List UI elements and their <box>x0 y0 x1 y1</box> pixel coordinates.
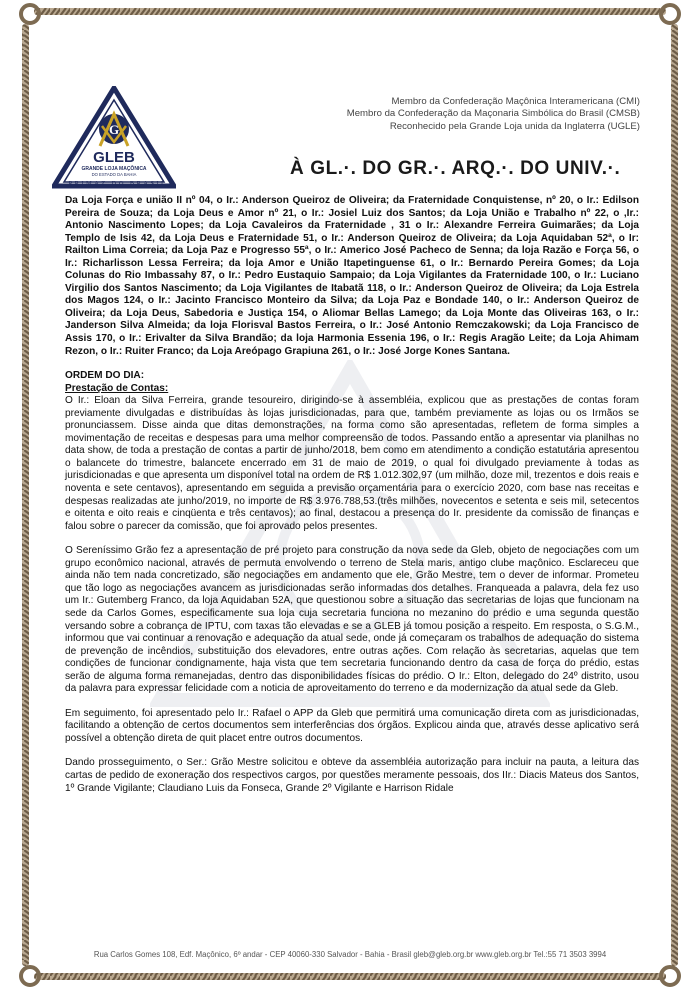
attendance-paragraph: Da Loja Força e união II nº 04, o Ir.: Anderson Queiroz de Oliveira; da Fraternidade Conquistense, nº 20, o Ir.: Edilson Pereira de Souza; da Loja Deus e Amor nº 21, o Ir.: Josiel Luiz dos Santos; da Loja União e Trabalho nº 22, o ,Ir.: Antonio Nascimento Lopes; da Loja Cavaleiros da Fraternidade , 31 o Ir.: Alexandre Ferreira Guimarães; da Loja Templo de Isis 42, da Loja Deus e Fraternidade 51, o Ir.: Anderson Queiroz de Oliveira; da Loja Aquidaban 52ª, o Ir: Railton Lima Correia; da Loja Paz e Progresso 55ª, o Ir.: Americo José Pacheco de Senna; da loja Razão e Força 56, o Ir.: Richarlisson Lessa Ferreira; da loja Amor e União Itapetinguense 61, o Ir.: Bernardo Pereira Gomes; da Loja Colunas do Rio Imbassahy 87, o Ir.: Pedro Eustaquio Sampaio; da Loja Vigilantes da Fraternidade 100, o Ir.: Luciano Virgilio dos Santos Nascimento; da Loja Vigilantes de Itabatã 118, o Ir.: Anderson Queiroz de Oliveira; da Loja Estrela dos Magos 124, o Ir.: Jacinto Francisco Monteiro da Silva; da Loja Paz e Bondade 140, o Ir.: Anderson Queiroz de Oliveira; da Loja Deus, Sabedoria e Justiça 154, o Aliomar Bellas Lamego; da Loja Monte das Oliveiras 163, o Ir.: Janderson Silva Almeida; da loja Florisval Bastos Ferreira, o Ir.: José Antonio Remczakowski; da Loja Francisco de Assis 170, o Ir.: Erivalter da Silva Brandão; da loja Harmonia Essenia 196, o Ir.: Regis Aragão Leite; da Loja Ahimam Rezon, o Ir.: Ruiter Franco; da Loja Areópago Grapiuna 261, o Ir.: José Jorge Kones Santana. <box>65 195 639 357</box>
membership-line: Reconhecido pela Grande Loja unida da Inglaterra (UGLE) <box>389 120 640 132</box>
logo-tagline: PRIMAZ DO BRASIL <box>68 180 168 187</box>
logo-acronym: GLEB <box>93 149 135 166</box>
membership-line: Membro da Confederação Maçônica Interamericana (CMI) <box>391 96 640 107</box>
footer-address: Rua Carlos Gomes 108, Edf. Maçônico, 6º andar - CEP 40060-330 Salvador - Bahia - Brasil gleb@gleb.org.br www.gleb.org.br Tel.:55 71 3503 3994 <box>93 950 607 959</box>
logo-name-line2: DO ESTADO DA BAHIA <box>91 172 137 177</box>
page-headline: À GL.·. DO GR.·. ARQ.·. DO UNIV.·. <box>290 158 621 179</box>
app-paragraph: Em seguimento, foi apresentado pelo Ir.: Rafael o APP da Gleb que permitirá uma comunicação direta com as jurisdicionadas, facilitando a obtenção de certos documentos sem interferências dos órgãos. Explicou ainda que, através desse aplicativo será possível a obtenção direta de quit placet entre outros documentos. <box>65 707 639 744</box>
logo-name-line1: GRANDE LOJA MAÇÔNICA <box>81 166 147 172</box>
membership-line: Membro da Confederação da Maçonaria Simbólica do Brasil (CMSB) <box>346 108 640 120</box>
accounts-paragraph: O Ir.: Eloan da Silva Ferreira, grande tesoureiro, dirigindo-se à assembléia, explicou que as prestações de contas foram previamente divulgadas e distribuídas às lojas jurisdicionadas, para que, também previamente as lojas ou os Irmãos se pronunciassem. Disse ainda que ditas demonstrações, na forma como são apresentadas, refletem de forma simples a movimentação de receitas e despesas para uma melhor compreensão de todos. Passando então a apresentar via planilhas no data show, de toda a prestação de contas a partir de junho/2018, bem como em atendimento a condição estatutária apresentou o balancete do trimestre, balancete encerrado em 31 de maio de 2019, o qual foi divulgado previamente à todas as jurisdicionadas e que apresenta um disponível total na ordem de R$ 1.012.302,97 (um milhão, doze mil, trezentos e dois reais e noventa e sete centavos), apresentando em seguida a previsão orçamentária para o exercício 2020, com base nas receitas e despesas realizadas ate junho/2019, no importe de R$ 3.976.788,53.(três milhões, novecentos e setenta e seis mil, setecentos e oitenta e oito reais e cinqüenta e três centavos); ao final, destacou a presença do Ir. presidente da comissão de finanças e falou sobre o parecer da comissão, que foi aprovado pelos presentes. <box>65 395 639 532</box>
document-body <box>65 195 639 795</box>
logo-g-letter: G <box>108 122 120 137</box>
project-paragraph: O Sereníssimo Grão fez a apresentação de pré projeto para construção da nova sede da Gleb, objeto de negociações com um grupo econômico nacional, através de permuta envolvendo o terreno de Stela maris, antigo clube maçônico. Esclareceu que ainda não tem nada concretizado, são negociações em andamento que ele, Grão Mestre, tem o dever de informar. Prometeu que tão logo as negociações avancem as jurisdicionadas serão informadas dos detalhes. Franqueada a palavra, dela fez uso um Ir.: Gutemberg Franco, da loja Aquidaban 52A, que questionou sobre a situação das secretarias de lojas que funcionam na sede da Carlos Gomes, especificamente sua loja cuja secretaria funciona no mezanino do prédio e uma segunda questão versando sobre a cobrança de IPTU, com taxas tão elevadas e se a GLEB já tomou posição a respeito. Em resposta, o S.G.M., informou que vai continuar a renovação e adequação da atual sede, onde já começaram os trabalhos de adequação do sistema de prevenção de incêndios, substituição dos elevadores, entre outras ações. Com relação às secretarias, aquelas que tem condições de funcionar condignamente, haja vista que tem secretaria funcionando dentro da casa de força do prédio, estas serão de alguma forma remanejadas, dentro das disponibilidades físicas do prédio. O Ir.: Elton, delegado do 24º distrito, usou da palavra para expressar felicidade com a noticia de aproveitamento do terreno e da modernização da atual sede da Gleb. <box>65 545 639 695</box>
accounts-heading: Prestação de Contas: <box>65 382 169 394</box>
agenda-heading: ORDEM DO DIA: <box>65 370 145 382</box>
membership-block <box>347 96 640 133</box>
continuation-paragraph: Dando prosseguimento, o Ser.: Grão Mestre solicitou e obteve da assembléia autorização para incluir na pauta, a leitura das cartas de pedido de exoneração dos respectivos cargos, por questões meramente pessoais, dos IIr.: Diacis Mateus dos Santos, 1º Grande Vigilante; Claudiano Luis da Fonseca, Grande 2º Vigilante e Harrison Ridale <box>65 757 639 794</box>
